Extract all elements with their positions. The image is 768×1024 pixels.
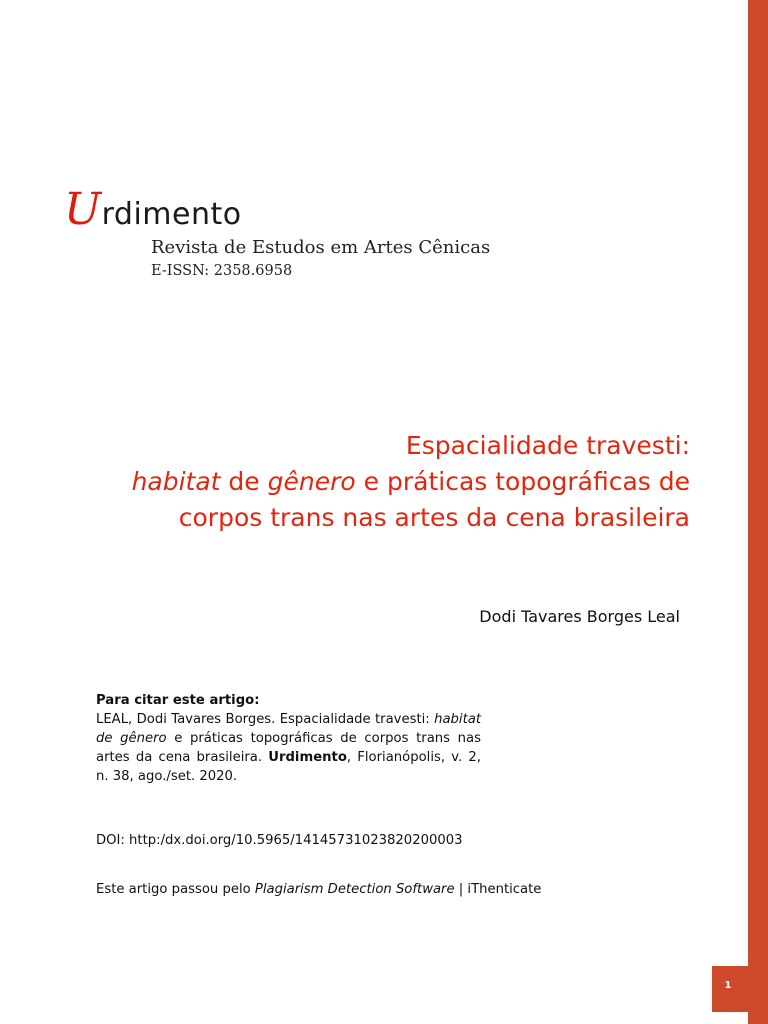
title-text-rest: e práticas topográficas de [355, 467, 690, 496]
right-accent-bar [748, 0, 768, 1024]
logo-initial: U [64, 184, 102, 235]
title-line-1: Espacialidade travesti: [405, 431, 690, 460]
doi-text: DOI: http:/dx.doi.org/10.5965/14145731023820200003 [96, 833, 463, 848]
citation-journal: Urdimento [268, 750, 347, 765]
citation-block [96, 691, 481, 786]
page-number: 1 [724, 980, 732, 991]
title-italic-genero: gênero [267, 467, 356, 496]
plagiarism-software: Plagiarism Detection Software [254, 882, 455, 897]
journal-issn: E-ISSN: 2358.6958 [151, 263, 293, 279]
logo-rest: rdimento [101, 197, 242, 232]
citation-part-2: e práticas topográficas de corpos trans nas artes da cena brasileira. [96, 731, 481, 765]
journal-name [64, 184, 524, 235]
plagiarism-prefix: Este artigo passou pelo [96, 882, 255, 897]
citation-text [96, 710, 481, 786]
journal-subtitle: Revista de Estudos em Artes Cênicas [151, 237, 491, 258]
citation-part-1: LEAL, Dodi Tavares Borges. Espacialidade travesti: [96, 712, 435, 727]
citation-italic: habitat de gênero [96, 712, 481, 746]
article-title [70, 428, 690, 536]
title-text-de: de [220, 467, 268, 496]
title-line-3: corpos trans nas artes da cena brasileira [178, 503, 690, 532]
author-name: Dodi Tavares Borges Leal [479, 607, 680, 626]
title-line-2 [70, 464, 690, 500]
citation-part-3: , Florianópolis, v. 2, n. 38, ago./set. 2020. [96, 750, 482, 784]
plagiarism-note [96, 882, 541, 897]
title-italic-habitat: habitat [131, 467, 221, 496]
citation-heading: Para citar este artigo: [96, 693, 260, 708]
journal-logo [64, 184, 524, 280]
plagiarism-suffix: | iThenticate [454, 882, 542, 897]
